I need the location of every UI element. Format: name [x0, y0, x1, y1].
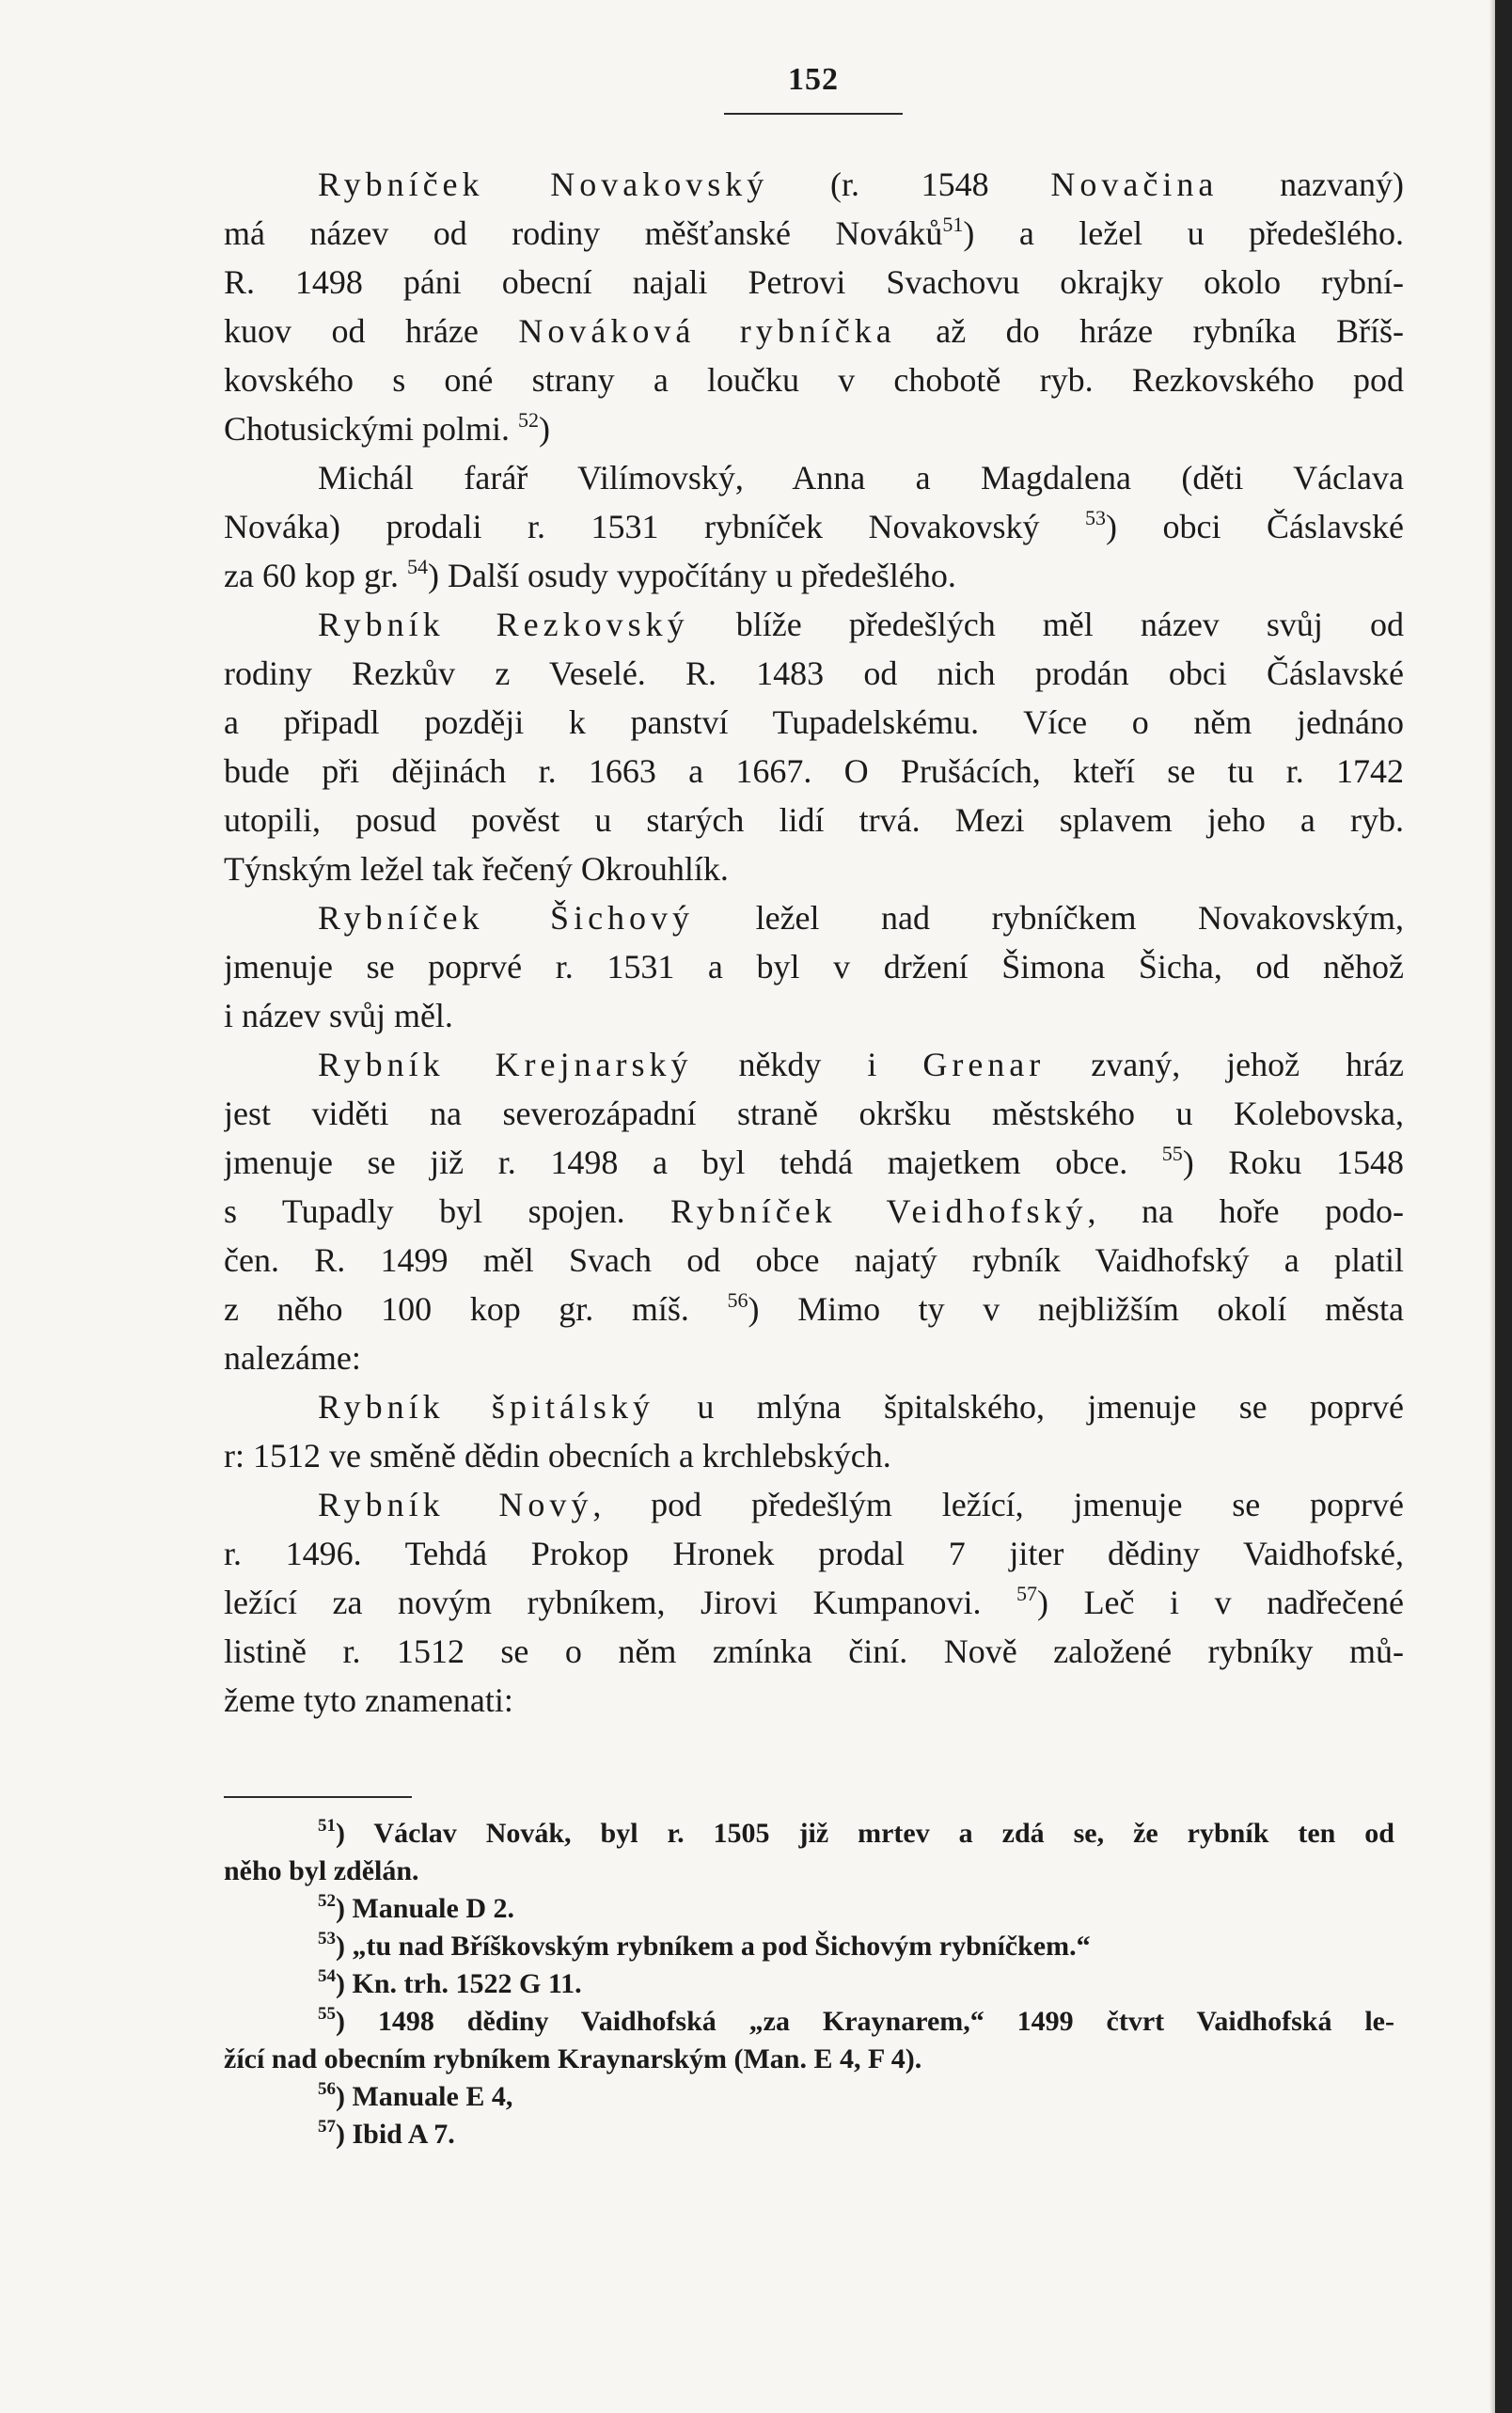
text-line: [224, 1578, 1404, 1627]
footnote-52: [224, 1890, 1394, 1928]
emphasized-term: Novačina: [1050, 166, 1219, 203]
text-span: Chotusickými polmi.: [224, 410, 519, 448]
text-line: [224, 1040, 1404, 1089]
emphasized-term: Rybník Krejnarský: [318, 1046, 693, 1083]
emphasized-term: Grenar: [922, 1046, 1046, 1083]
text-span: , na hoře podo-: [1087, 1192, 1404, 1230]
emphasized-term: Nováková rybníčka: [518, 312, 896, 350]
text-line: nalezáme:: [224, 1339, 361, 1377]
text-span: ) Roku 1548: [1182, 1143, 1404, 1181]
text-span: ): [539, 410, 551, 448]
footnote-number: 51: [318, 1816, 336, 1836]
text-line: [224, 1480, 1404, 1529]
text-span: ležící za novým rybníkem, Jirovi Kumpanovi.: [224, 1584, 1017, 1621]
text-span: , pod předešlým ležící, jmenuje se poprvé: [592, 1486, 1404, 1523]
footnote-number: 57: [318, 2117, 336, 2137]
text-line: žeme tyto znamenati:: [224, 1681, 513, 1719]
footnote-ref: 54: [406, 555, 428, 578]
text-line: [224, 1138, 1404, 1187]
text-line: [224, 600, 1404, 649]
text-line: utopili, posud pověst u starých lidí trvá. Mezi splavem jeho a ryb.: [224, 801, 1404, 839]
footnote-number: 56: [318, 2079, 336, 2099]
footnote-51-cont: něho byl zdělán.: [224, 1855, 419, 1886]
text-span: ) Další osudy vypočítány u předešlého.: [427, 557, 956, 594]
text-line: [224, 404, 1404, 453]
footnote-ref: 55: [1161, 1142, 1183, 1165]
text-span: Nováka) prodali r. 1531 rybníček Novakovský: [224, 508, 1086, 545]
footnote-text: ) Manuale D 2.: [336, 1893, 514, 1924]
text-line: kovského s oné strany a loučku v chobotě ryb. Rezkovského pod: [224, 361, 1404, 399]
text-span: ležel nad rybníčkem Novakovským,: [694, 899, 1404, 937]
text-line: [224, 209, 1404, 258]
text-span: nazvaný): [1218, 166, 1404, 203]
text-span: má název od rodiny měšťanské Nováků: [224, 214, 943, 252]
text-line: bude při dějinách r. 1663 a 1667. O Prušácích, kteří se tu r. 1742: [224, 752, 1404, 790]
text-line: [224, 893, 1404, 942]
footnote-text: ) „tu nad Bříškovským rybníkem a pod Šichovým rybníčkem.“: [336, 1931, 1091, 1962]
page-number-rule: [724, 113, 903, 115]
footnote-ref: 56: [727, 1288, 748, 1312]
footnote-55: [224, 2003, 1394, 2041]
text-line: a připadl později k panství Tupadelskému. Více o něm jednáno: [224, 703, 1404, 741]
text-span: za 60 kop gr.: [224, 557, 407, 594]
emphasized-term: Rybník Rezkovský: [318, 606, 689, 643]
text-line: čen. R. 1499 měl Svach od obce najatý rybník Vaidhofský a platil: [224, 1241, 1404, 1279]
text-line: jmenuje se poprvé r. 1531 a byl v držení Šimona Šicha, od něhož: [224, 948, 1404, 986]
footnote-text: ) Ibid A 7.: [336, 2119, 455, 2150]
text-line: R. 1498 páni obecní najali Petrovi Svachovu okrajky okolo rybní-: [224, 263, 1404, 301]
text-span: z něho 100 kop gr. míš.: [224, 1290, 728, 1328]
main-text: [224, 160, 1404, 1725]
text-span: až do hráze rybníka Bříš-: [895, 312, 1404, 350]
text-line: [224, 160, 1404, 209]
text-span: ) Mimo ty v nejbližším okolí města: [748, 1290, 1404, 1328]
text-line: Michál farář Vilímovský, Anna a Magdalena (děti Václava: [318, 459, 1404, 497]
text-span: (r. 1548: [768, 166, 1051, 203]
footnote-number: 52: [318, 1891, 336, 1911]
footnote-number: 54: [318, 1966, 336, 1986]
text-line: [224, 551, 1404, 600]
emphasized-term: Rybníček Novakovský: [318, 166, 769, 203]
text-line: [224, 1187, 1404, 1236]
footnote-number: 55: [318, 2004, 336, 2024]
text-span: ) Leč i v nadřečené: [1037, 1584, 1404, 1621]
emphasized-term: Rybník Nový: [318, 1486, 593, 1523]
text-line: Týnským ležel tak řečený Okrouhlík.: [224, 850, 729, 888]
text-line: rodiny Rezkův z Veselé. R. 1483 od nich prodán obci Čáslavské: [224, 655, 1404, 692]
text-line: r: 1512 ve směně dědin obecních a krchlebských.: [224, 1437, 891, 1475]
footnote-ref: 57: [1016, 1582, 1038, 1605]
text-span: u mlýna špitalského, jmenuje se poprvé: [654, 1388, 1404, 1426]
emphasized-term: Rybník špitálský: [318, 1388, 654, 1426]
footnote-text: ) Václav Novák, byl r. 1505 již mrtev a zdá se, že rybník ten od: [336, 1818, 1394, 1849]
text-line: [224, 502, 1404, 551]
text-line: r. 1496. Tehdá Prokop Hronek prodal 7 jiter dědiny Vaidhofské,: [224, 1535, 1404, 1572]
text-span: blíže předešlých měl název svůj od: [688, 606, 1404, 643]
text-span: ) obci Čáslavské: [1106, 508, 1404, 545]
text-span: ) a ležel u předešlého.: [963, 214, 1404, 252]
footnote-number: 53: [318, 1929, 336, 1948]
footnote-text: ) Manuale E 4,: [336, 2081, 513, 2112]
text-line: [224, 1285, 1404, 1333]
footnote-ref: 52: [518, 408, 540, 432]
text-line: i název svůj měl.: [224, 997, 453, 1034]
footnote-separator: [224, 1796, 412, 1798]
footnote-57: [224, 2116, 1394, 2153]
footnote-text: ) 1498 dědiny Vaidhofská „za Kraynarem,“ 1499 čtvrt Vaidhofská le-: [336, 2006, 1394, 2037]
footnotes: [224, 1815, 1394, 2153]
footnote-54: [224, 1965, 1394, 2003]
emphasized-term: Rybníček Veidhofský: [670, 1192, 1088, 1230]
text-span: s Tupadly byl spojen.: [224, 1192, 671, 1230]
text-span: kuov od hráze: [224, 312, 519, 350]
page-number: 152: [788, 62, 839, 97]
text-line: jest viděti na severozápadní straně okršku městského u Kolebovska,: [224, 1095, 1404, 1132]
footnote-text: ) Kn. trh. 1522 G 11.: [336, 1968, 582, 1999]
book-spine-edge: [1495, 0, 1512, 2413]
footnote-53: [224, 1928, 1394, 1965]
text-span: někdy i: [692, 1046, 923, 1083]
text-line: listině r. 1512 se o něm zmínka činí. Nově založené rybníky mů-: [224, 1632, 1404, 1670]
emphasized-term: Rybníček Šichový: [318, 899, 695, 937]
footnote-ref: 51: [942, 213, 964, 236]
footnote-ref: 53: [1085, 506, 1107, 529]
text-span: jmenuje se již r. 1498 a byl tehdá majetkem obce.: [224, 1143, 1162, 1181]
footnote-56: [224, 2078, 1394, 2116]
text-span: zvaný, jehož hráz: [1045, 1046, 1404, 1083]
text-line: [224, 307, 1404, 355]
footnote-51: [224, 1815, 1394, 1853]
text-line: [224, 1382, 1404, 1431]
footnote-55-cont: žící nad obecním rybníkem Kraynarským (Man. E 4, F 4).: [224, 2043, 922, 2074]
